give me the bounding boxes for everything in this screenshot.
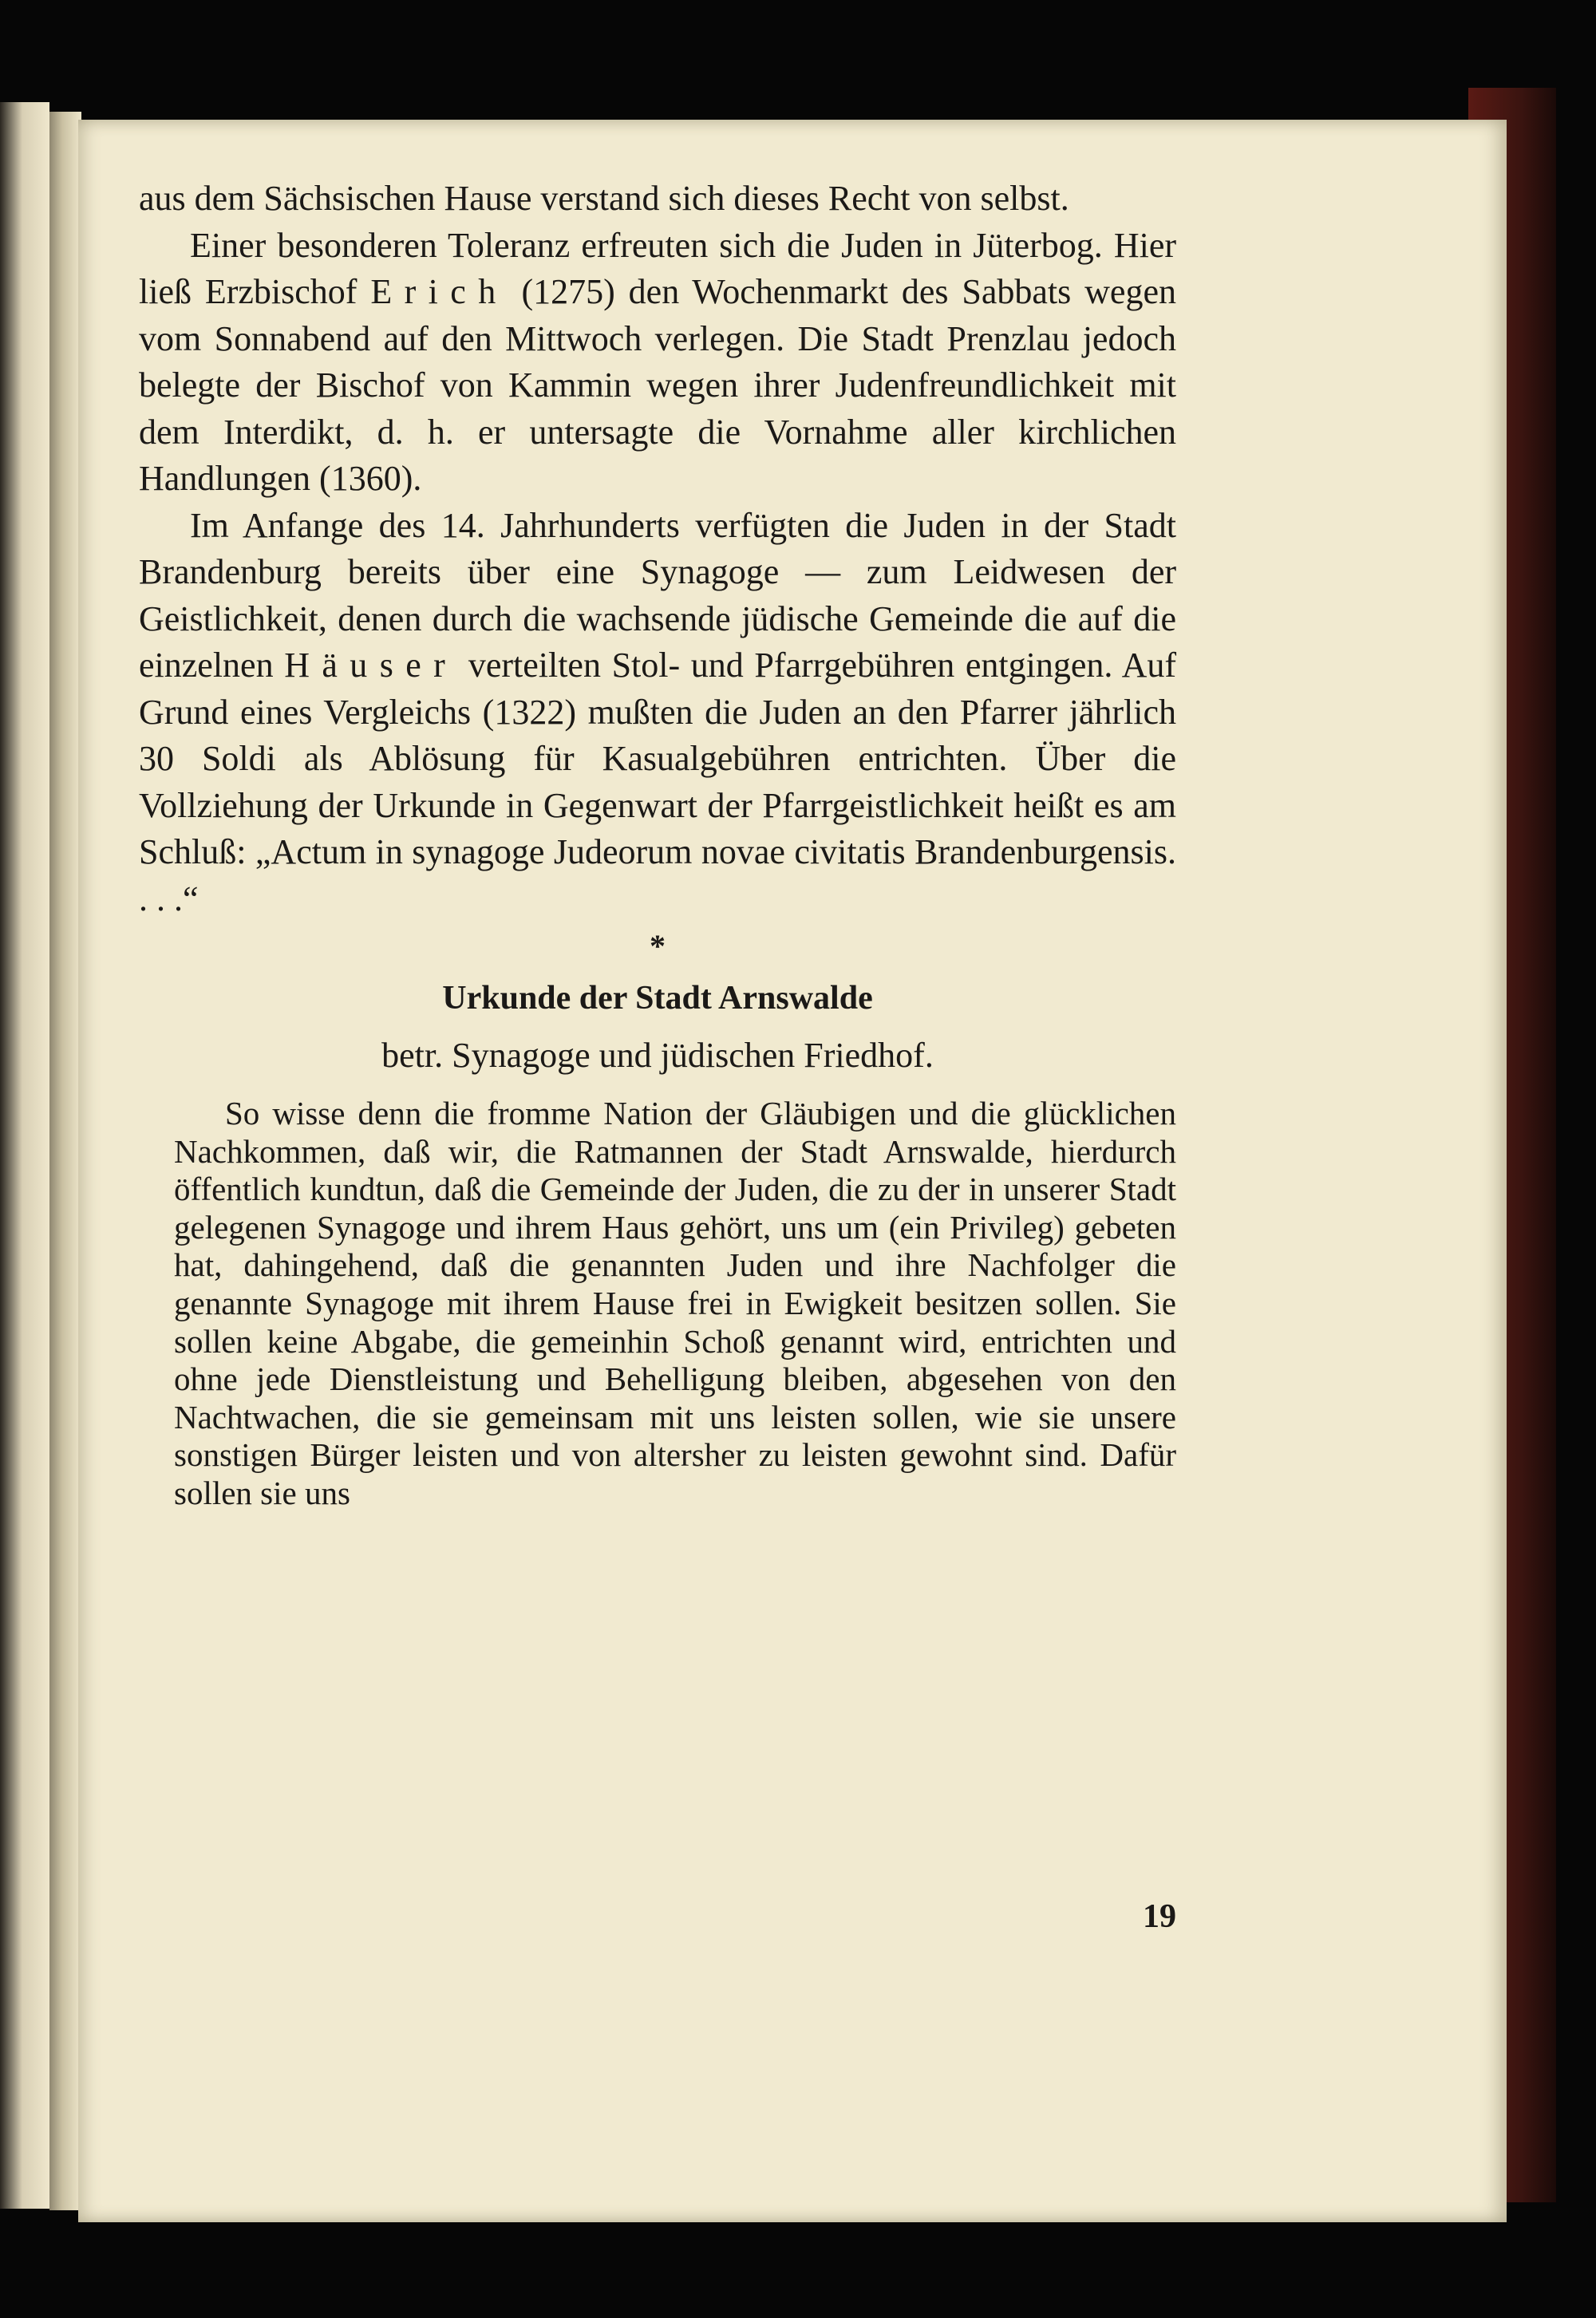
page-text [139,176,1176,1513]
page-number: 19 [1143,1898,1176,1935]
name-erich: Erich [370,272,508,311]
section-separator: * [650,928,666,964]
document-quote: So wisse denn die fromme Nation der Gläubigen und die glücklichen Nachkommen, daß wir, die Ratmannen der Stadt Arnswalde, hierdurch öffentlich kundtun, daß die Gemeinde der Juden, die zu der in unserer Stadt gelegenen Synagoge und ihrem Haus gehört, uns um (ein Privileg) gebeten hat, dahingehend, daß die genannten Juden und ihre Nachfolger die genannte Synagoge mit ihrem Hause frei in Ewigkeit besitzen sollen. Sie sollen keine Abgabe, die gemeinhin Schoß genannt wird, entrichten und ohne jede Dienstleistung und Behelligung bleiben, abgesehen von den Nachtwachen, die sie gemeinsam mit uns leisten sollen, wie sie unsere sonstigen Bürger leisten und von altersher zu leisten gewohnt sind. Dafür sollen sie uns [174,1095,1176,1511]
left-page-edge [0,102,49,2209]
paragraph-3 [139,503,1176,923]
book-spine-shadow [49,112,81,2210]
word-haeuser: Häuser [284,646,458,685]
paragraph-3-start: Im Anfange des 14. Jahrhunderts verfügten die Juden in der Stadt Brandenburg bereits über eine Synagoge — zum Leidwesen der Geistlichkeit, denen durch die wachsende jüdische Gemeinde die auf die einzelnen [139,505,1176,685]
paragraph-2-end: (1275) den Wochenmarkt des Sabbats wegen vom Sonnabend auf den Mittwoch verlegen. Die Stadt Prenzlau jedoch belegte der Bischof von Kammin wegen ihrer Judenfreundlichkeit mit dem Interdikt, d. h. er untersagte die Vornahme aller kirchlichen Handlungen (1360). [139,272,1176,498]
paragraph-1: aus dem Sächsischen Hause verstand sich dieses Recht von selbst. [139,179,1069,218]
section-heading: Urkunde der Stadt Arnswalde [442,980,873,1017]
section-subheading: betr. Synagoge und jüdischen Friedhof. [381,1036,934,1075]
main-text [139,176,1176,922]
paragraph-2 [139,223,1176,503]
paragraph-2-start: Einer besonderen Toleranz erfreuten sich die Juden in Jüterbog. Hier ließ Erzbischof [139,225,1176,311]
paragraph-3-end: verteilten Stol- und Pfarrgebühren entgingen. Auf Grund eines Vergleichs (1322) mußten die Juden an den Pfarrer jährlich 30 Soldi als Ablösung für Kasualgebühren entrichten. Über die Vollziehung der Urkunde in Gegenwart der Pfarrgeistlichkeit heißt es am Schluß: „Actum in synagoge Judeorum novae civitatis Brandenburgensis. . . .“ [139,646,1176,918]
